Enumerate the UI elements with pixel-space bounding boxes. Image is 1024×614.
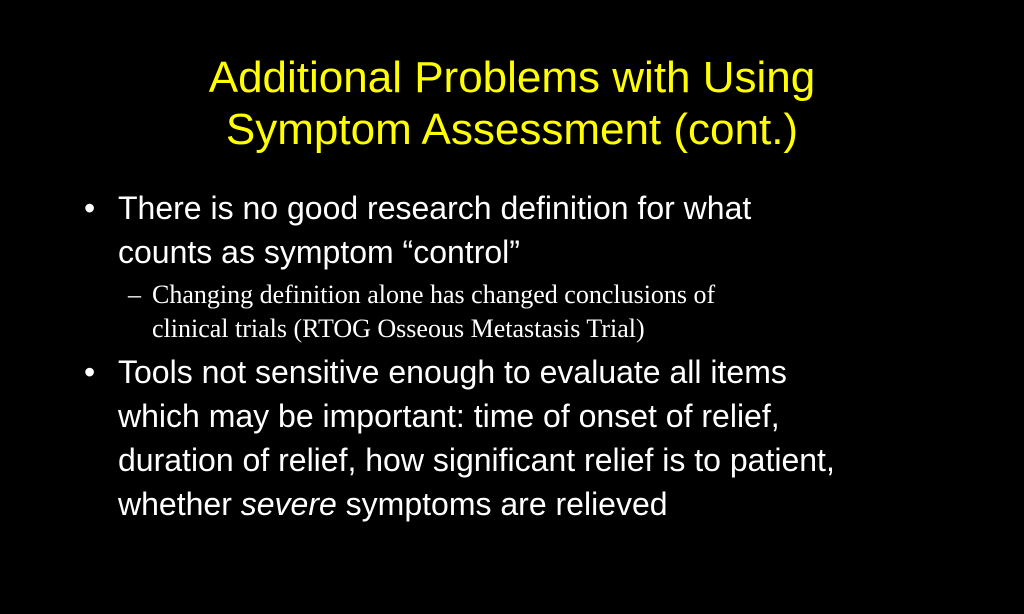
bullet-1-line-1: There is no good research definition for what: [118, 190, 752, 226]
bullet-2-line-4-after: symptoms are relieved: [336, 486, 668, 522]
bullet-item-2: [84, 350, 964, 526]
bullet-2-line-2: which may be important: time of onset of relief,: [118, 398, 780, 434]
bullet-marker: •: [84, 354, 96, 390]
sub-bullet-item-1: [128, 278, 964, 346]
slide-body: [84, 186, 964, 526]
sub-bullet-1-line-2: clinical trials (RTOG Osseous Metastasis Trial): [152, 314, 645, 343]
bullet-2-line-3: duration of relief, how significant relief is to patient,: [118, 442, 835, 478]
bullet-item-1: [84, 186, 964, 274]
bullet-2-line-1: Tools not sensitive enough to evaluate all items: [118, 354, 787, 390]
title-line-2: Symptom Assessment (cont.): [225, 105, 799, 154]
bullet-marker: •: [84, 190, 96, 226]
title-line-1: Additional Problems with Using: [208, 53, 816, 102]
sub-bullet-marker: –: [128, 280, 141, 309]
bullet-2-line-4: [118, 482, 964, 526]
bullet-1-line-2: counts as symptom “control”: [118, 234, 520, 270]
bullet-2-line-4-before: whether: [118, 486, 241, 522]
emphasized-word: severe: [240, 486, 337, 522]
sub-bullet-1-line-1: Changing definition alone has changed conclusions of: [152, 280, 716, 309]
slide-title: [0, 52, 1024, 156]
